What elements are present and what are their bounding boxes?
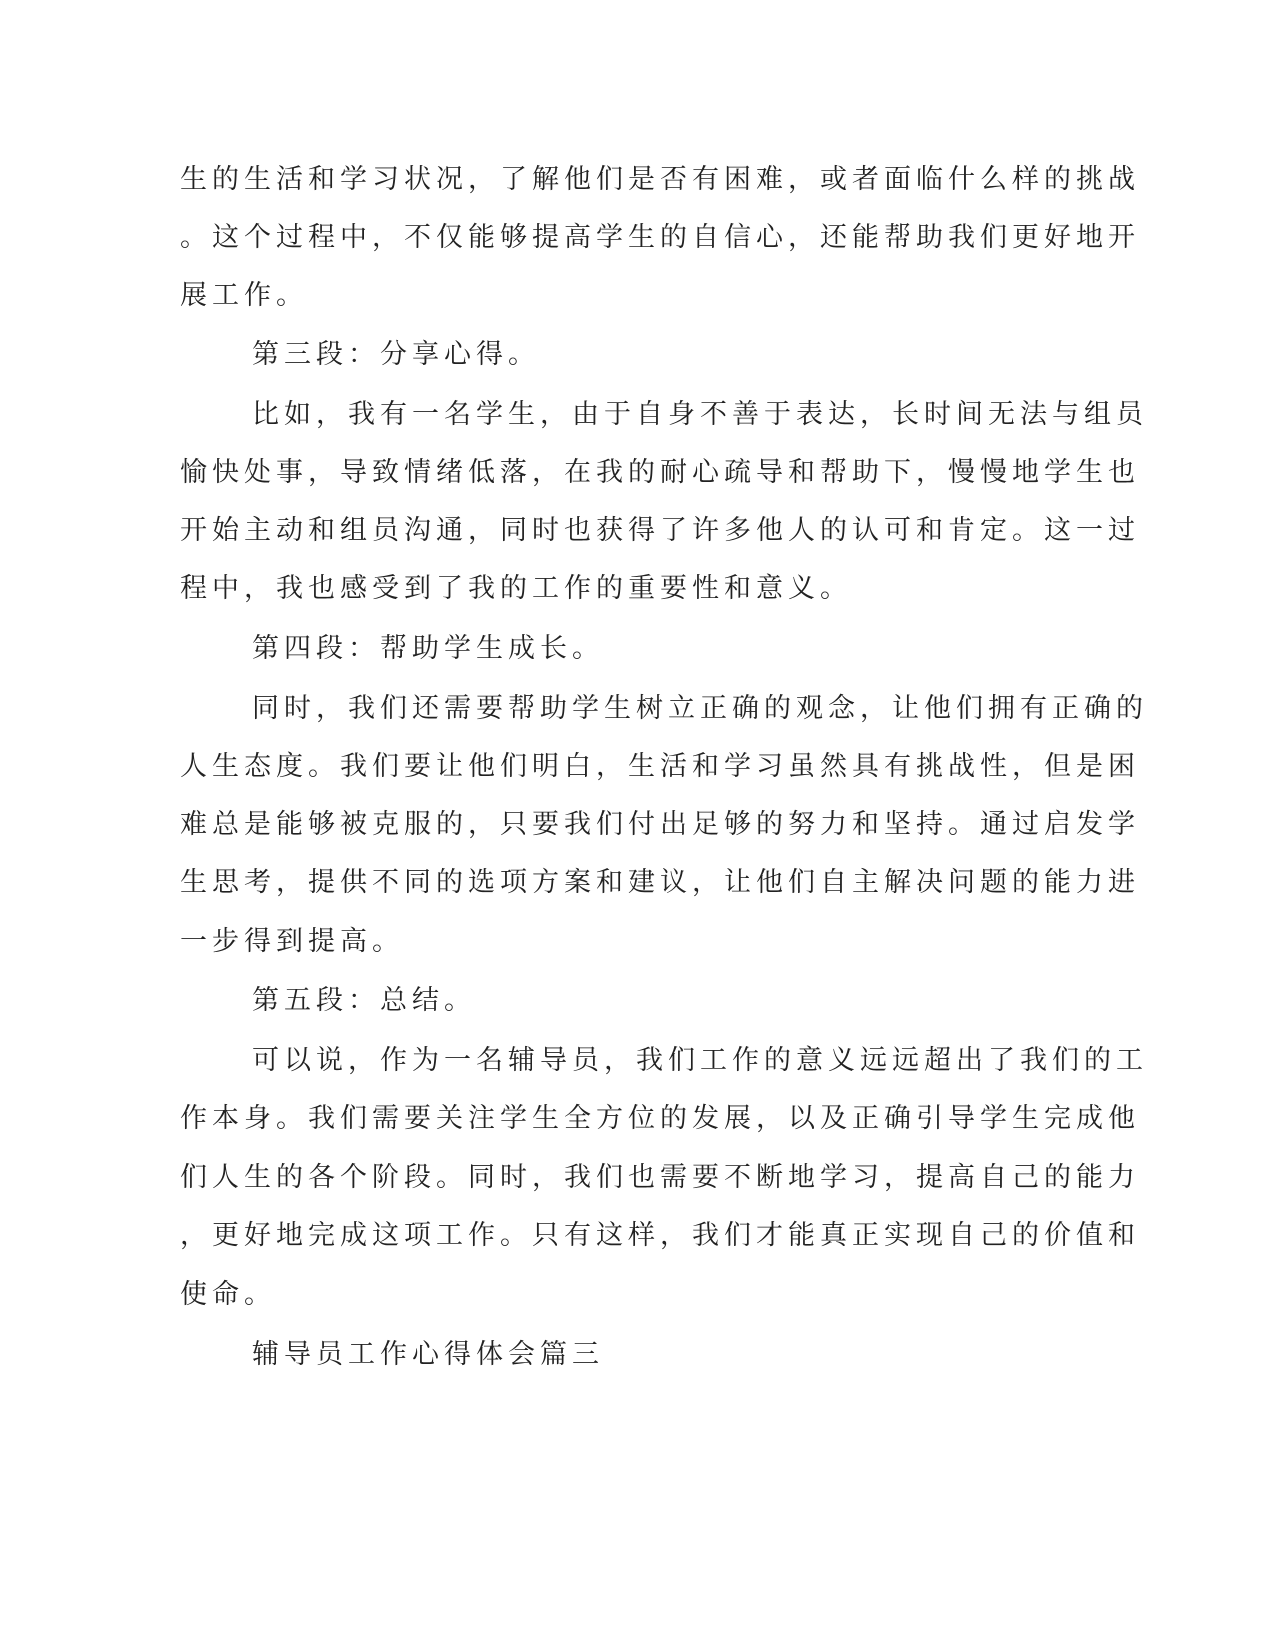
text-line: 使命。	[180, 1279, 276, 1310]
text-line: 。这个过程中，不仅能够提高学生的自信心，还能帮助我们更好地开	[180, 222, 1140, 253]
text-line: 愉快处事，导致情绪低落，在我的耐心疏导和帮助下，慢慢地学生也	[180, 457, 1140, 488]
text-line: 展工作。	[180, 280, 308, 311]
section-title: 辅导员工作心得体会篇三	[252, 1339, 604, 1370]
text-line: 开始主动和组员沟通，同时也获得了许多他人的认可和肯定。这一过	[180, 515, 1140, 546]
text-line: 同时，我们还需要帮助学生树立正确的观念，让他们拥有正确的	[252, 693, 1148, 724]
text-line: 程中，我也感受到了我的工作的重要性和意义。	[180, 573, 852, 604]
text-line: 生思考，提供不同的选项方案和建议，让他们自主解决问题的能力进	[180, 867, 1140, 898]
text-line: 一步得到提高。	[180, 926, 404, 957]
text-line: 作本身。我们需要关注学生全方位的发展，以及正确引导学生完成他	[180, 1103, 1140, 1134]
section-heading: 第四段：帮助学生成长。	[252, 633, 604, 664]
text-line: 人生态度。我们要让他们明白，生活和学习虽然具有挑战性，但是困	[180, 751, 1140, 782]
text-line: ，更好地完成这项工作。只有这样，我们才能真正实现自己的价值和	[180, 1220, 1140, 1251]
section-heading: 第三段：分享心得。	[252, 339, 540, 370]
text-line: 可以说，作为一名辅导员，我们工作的意义远远超出了我们的工	[252, 1045, 1148, 1076]
text-line: 们人生的各个阶段。同时，我们也需要不断地学习，提高自己的能力	[180, 1162, 1140, 1193]
text-line: 比如，我有一名学生，由于自身不善于表达，长时间无法与组员	[252, 399, 1148, 430]
text-line: 难总是能够被克服的，只要我们付出足够的努力和坚持。通过启发学	[180, 809, 1140, 840]
text-line: 生的生活和学习状况，了解他们是否有困难，或者面临什么样的挑战	[180, 164, 1140, 195]
section-heading: 第五段：总结。	[252, 985, 476, 1016]
